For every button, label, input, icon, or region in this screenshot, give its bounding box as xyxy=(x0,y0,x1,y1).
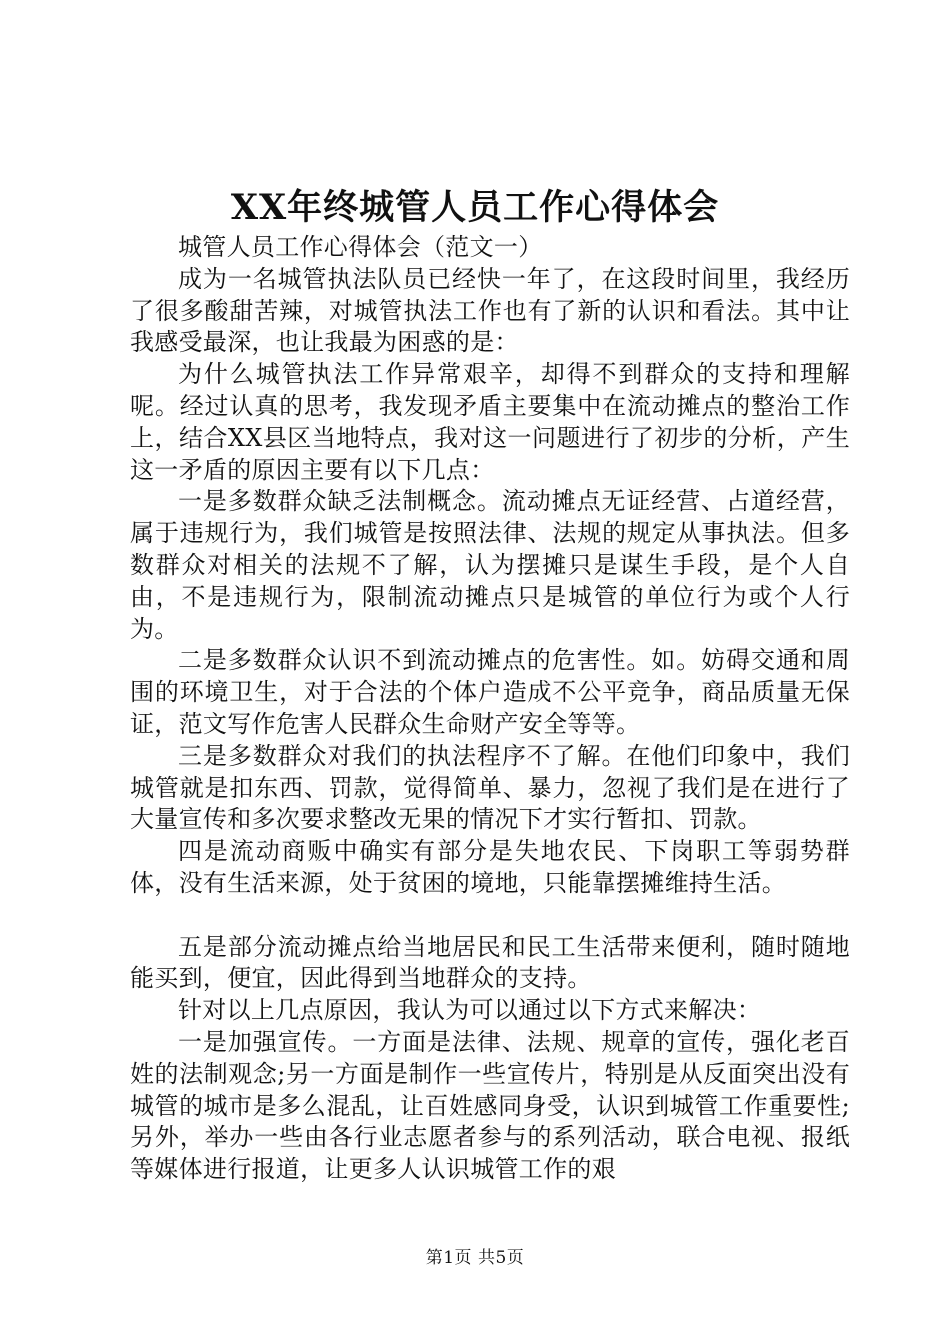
paragraph-reason-2: 二是多数群众认识不到流动摊点的危害性。如。妨碍交通和周围的环境卫生，对于合法的个体户造成不公平竞争，商品质量无保证，范文写作危害人民群众生命财产安全等等。 xyxy=(130,646,850,738)
document-body xyxy=(130,232,850,1186)
paragraph-solution-intro: 针对以上几点原因，我认为可以通过以下方式来解决： xyxy=(178,996,762,1025)
paragraph-question: 为什么城管执法工作异常艰辛，却得不到群众的支持和理解呢。经过认真的思考，我发现矛盾主要集中在流动摊点的整治工作上，结合XX县区当地特点，我对这一问题进行了初步的分析，产生这一矛盾的原因主要有以下几点： xyxy=(130,360,850,484)
page-footer: 第1页 共5页 xyxy=(425,1248,525,1268)
paragraph-reason-3: 三是多数群众对我们的执法程序不了解。在他们印象中，我们城管就是扣东西、罚款，觉得简单、暴力，忽视了我们是在进行了大量宣传和多次要求整改无果的情况下才实行暂扣、罚款。 xyxy=(130,741,850,834)
paragraph-heading-sample-1: 城管人员工作心得体会（范文一） xyxy=(178,233,543,261)
paragraph-reason-1: 一是多数群众缺乏法制概念。流动摊点无证经营、占道经营，属于违规行为，我们城管是按照法律、法规的规定从事执法。但多数群众对相关的法规不了解，认为摆摊只是谋生手段，是个人自由，不是违规行为，限制流动摊点只是城管的单位行为或个人行为。 xyxy=(130,487,850,643)
paragraph-intro: 成为一名城管执法队员已经快一年了，在这段时间里，我经历了很多酸甜苦辣，对城管执法工作也有了新的认识和看法。其中让我感受最深，也让我最为困惑的是： xyxy=(130,264,850,357)
paragraph-reason-5: 五是部分流动摊点给当地居民和民工生活带来便利，随时随地能买到，便宜，因此得到当地群众的支持。 xyxy=(130,932,850,993)
document-title: XX年终城管人员工作心得体会 xyxy=(230,187,720,228)
paragraph-solution-1: 一是加强宣传。一方面是法律、法规、规章的宣传，强化老百姓的法制观念;另一方面是制作一些宣传片，特别是从反面突出没有城管的城市是多么混乱，让百姓感同身受，认识到城管工作重要性;另外，举办一些由各行业志愿者参与的系列活动，联合电视、报纸等媒体进行报道，让更多人认识城管工作的艰 xyxy=(130,1027,850,1184)
paragraph-reason-4: 四是流动商贩中确实有部分是失地农民、下岗职工等弱势群体，没有生活来源，处于贫困的境地，只能靠摆摊维持生活。 xyxy=(130,837,850,897)
